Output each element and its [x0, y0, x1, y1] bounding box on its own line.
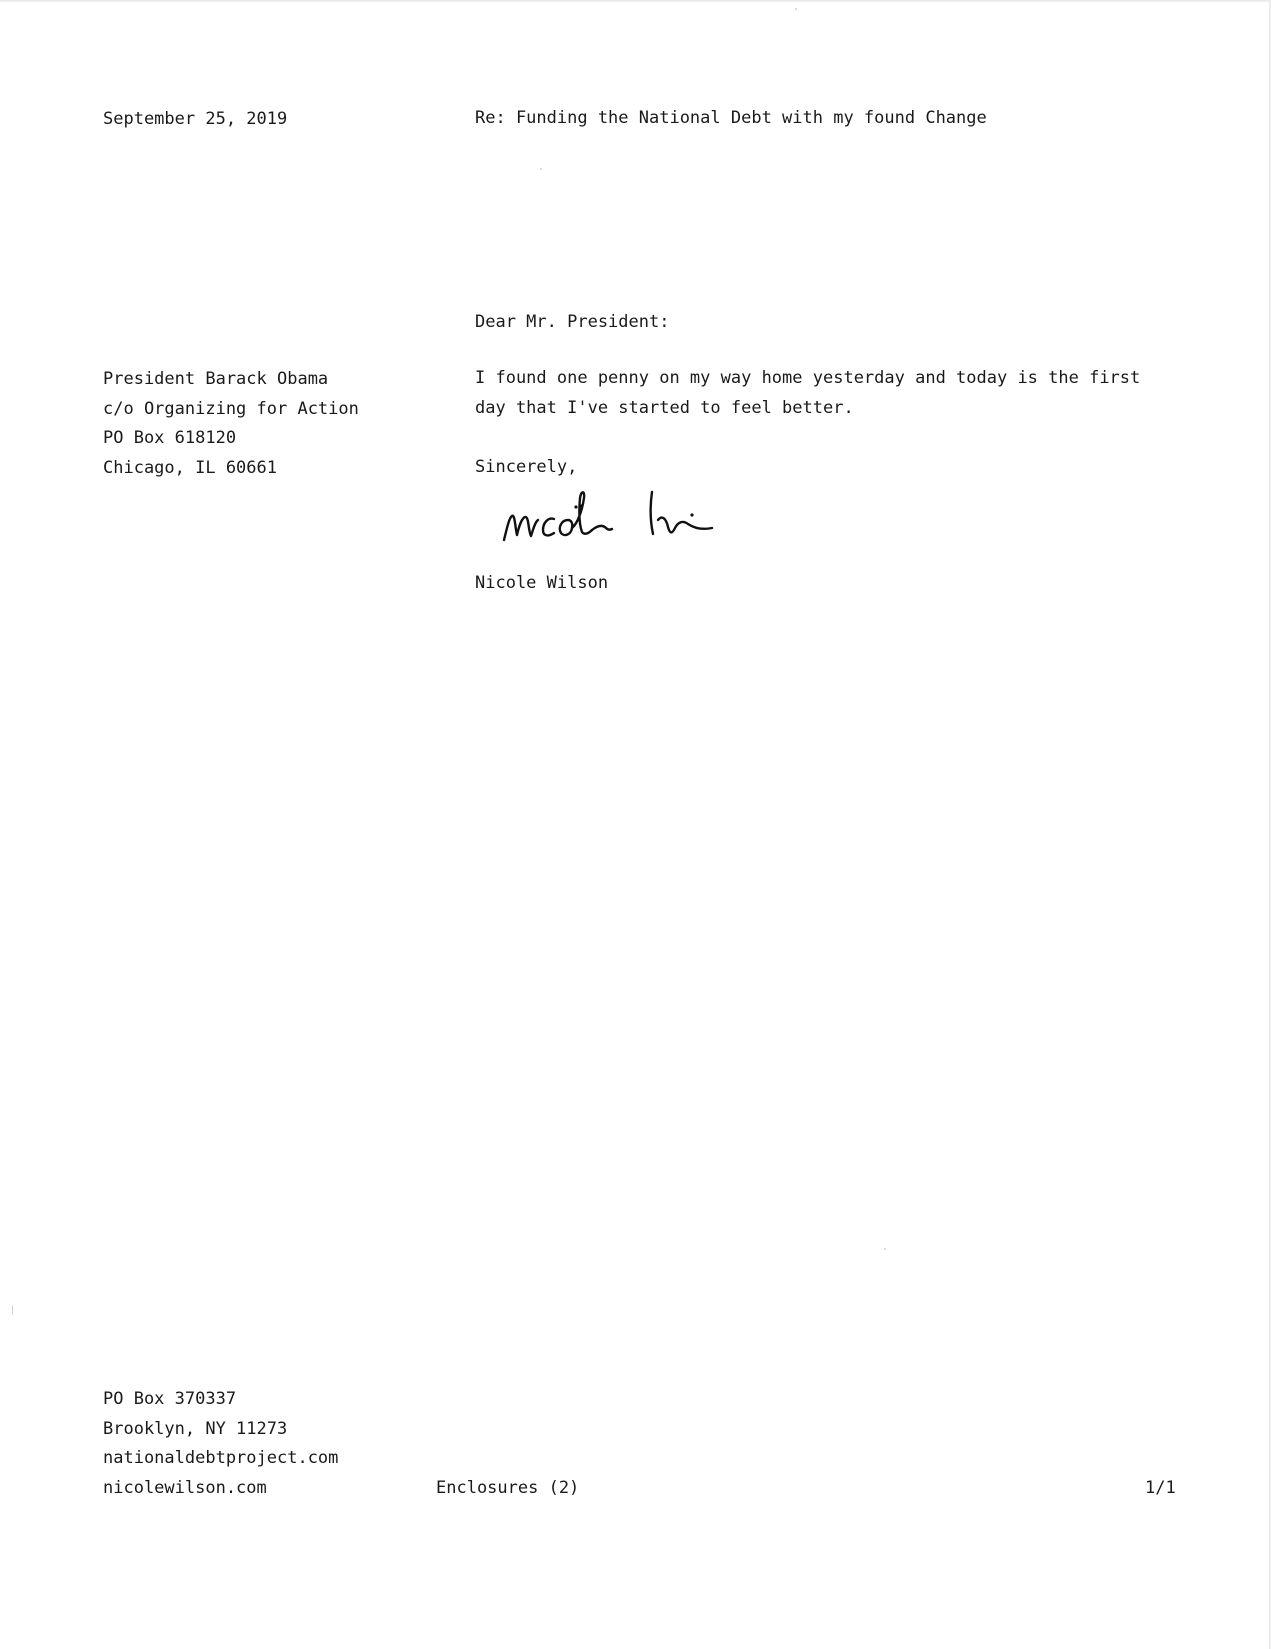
closing: Sincerely,: [475, 457, 578, 477]
letter-date: September 25, 2019: [103, 109, 288, 129]
sender-name: Nicole Wilson: [475, 573, 609, 593]
sender-po-box: PO Box 370337: [103, 1389, 237, 1409]
recipient-city: Chicago, IL 60661: [103, 457, 277, 478]
recipient-organization: c/o Organizing for Action: [103, 398, 359, 419]
project-website: nationaldebtproject.com: [103, 1448, 339, 1468]
scan-speck: [795, 8, 797, 10]
recipient-po-box: PO Box 618120: [103, 428, 237, 448]
scan-speck: [884, 1248, 886, 1250]
enclosures-note: Enclosures (2): [436, 1478, 580, 1498]
personal-website: nicolewilson.com: [103, 1477, 267, 1498]
sender-city: Brooklyn, NY 11273: [103, 1418, 288, 1439]
body-line: I found one penny on my way home yesterday and today is the first: [475, 368, 1141, 388]
letter-subject: Re: Funding the National Debt with my found Change: [475, 108, 987, 128]
recipient-name: President Barack Obama: [103, 369, 329, 389]
scan-speck: [540, 168, 542, 170]
scan-edge-top: [0, 0, 1271, 3]
scan-speck: [12, 1305, 13, 1315]
sender-footer-address: [103, 1385, 338, 1503]
salutation: Dear Mr. President:: [475, 312, 670, 332]
letter-body: [475, 364, 1140, 423]
recipient-address: [103, 365, 359, 483]
handwritten-signature: [500, 482, 760, 552]
body-line: day that I've started to feel better.: [475, 397, 854, 418]
page-number: 1/1: [1145, 1478, 1176, 1498]
